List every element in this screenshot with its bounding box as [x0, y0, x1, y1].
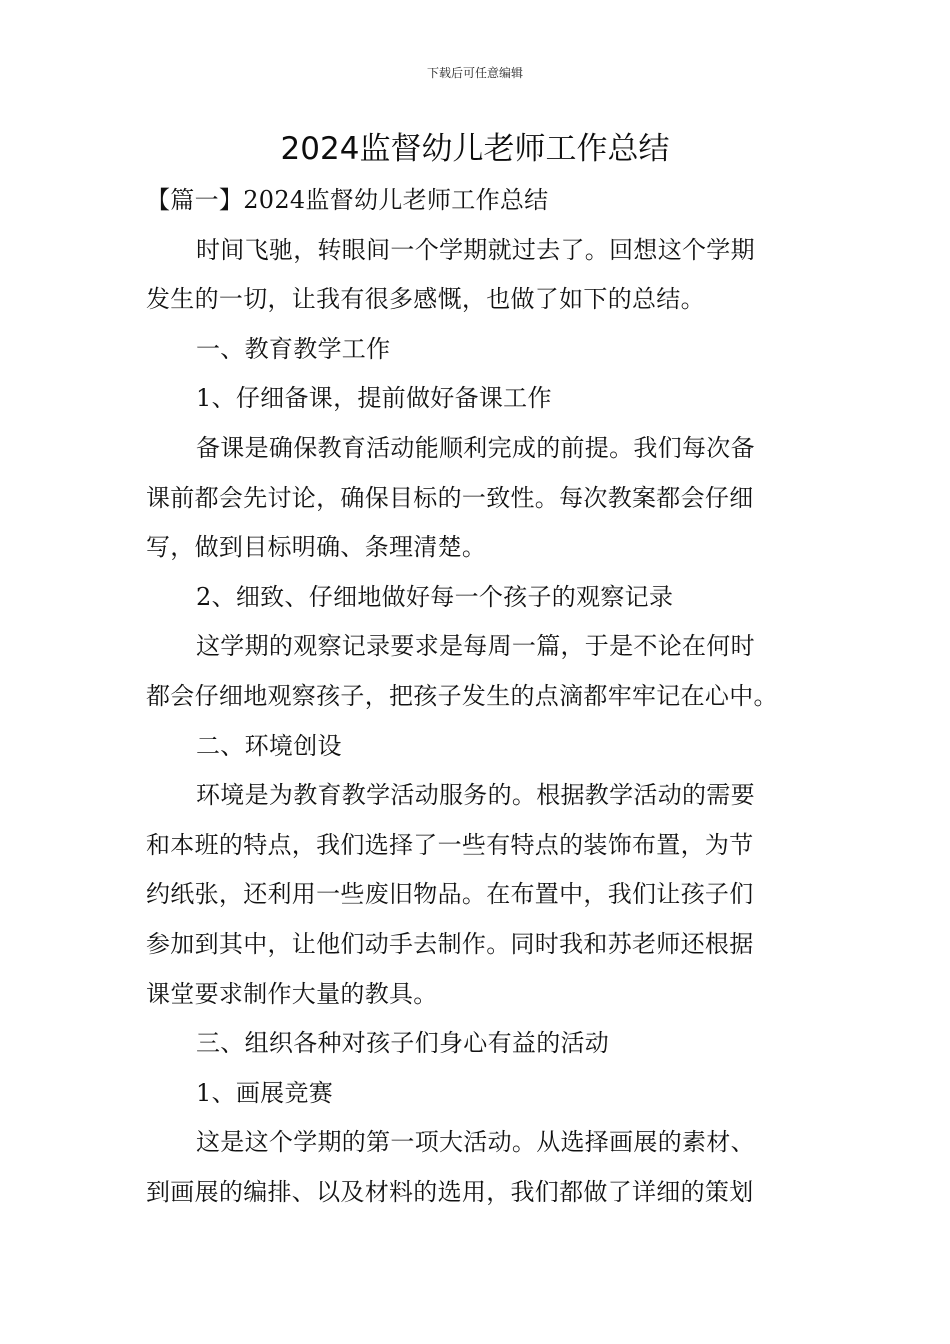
- paragraph-line: 到画展的编排、以及材料的选用，我们都做了详细的策划: [146, 1177, 754, 1206]
- paragraph-line: 时间飞驰，转眼间一个学期就过去了。回想这个学期: [196, 235, 755, 264]
- paragraph-line: 都会仔细地观察孩子，把孩子发生的点滴都牢牢记在心中。: [146, 681, 778, 710]
- paragraph-line: 约纸张，还利用一些废旧物品。在布置中，我们让孩子们: [146, 880, 754, 909]
- paragraph-line: 这学期的观察记录要求是每周一篇，于是不论在何时: [196, 632, 755, 661]
- section-label: 【篇一】2024监督幼儿老师工作总结: [146, 186, 549, 214]
- paragraph-line: 环境是为教育教学活动服务的。根据教学活动的需要: [196, 781, 755, 810]
- paragraph-line: 发生的一切，让我有很多感慨，也做了如下的总结。: [146, 285, 705, 314]
- paragraph-line: 和本班的特点，我们选择了一些有特点的装饰布置，为节: [146, 830, 754, 859]
- heading-education-work: 一、教育教学工作: [196, 334, 391, 363]
- subheading-lesson-prep: 1、仔细备课，提前做好备课工作: [196, 384, 552, 413]
- header-note: 下载后可任意编辑: [426, 66, 523, 80]
- heading-environment: 二、环境创设: [196, 731, 342, 760]
- document-body: [146, 176, 808, 1217]
- paragraph-line: 备课是确保教育活动能顺利完成的前提。我们每次备: [196, 433, 755, 462]
- subheading-art-contest: 1、画展竞赛: [196, 1078, 334, 1107]
- subheading-observation: 2、细致、仔细地做好每一个孩子的观察记录: [196, 582, 674, 611]
- paragraph-line: 这是这个学期的第一项大活动。从选择画展的素材、: [196, 1128, 755, 1157]
- paragraph-line: 参加到其中，让他们动手去制作。同时我和苏老师还根据: [146, 929, 754, 958]
- heading-activities: 三、组织各种对孩子们身心有益的活动: [196, 1029, 610, 1058]
- paragraph-line: 课前都会先讨论，确保目标的一致性。每次教案都会仔细: [146, 483, 754, 512]
- document-title: 2024监督幼儿老师工作总结: [280, 131, 670, 167]
- paragraph-line: 写，做到目标明确、条理清楚。: [146, 533, 487, 562]
- paragraph-line: 课堂要求制作大量的教具。: [146, 979, 438, 1008]
